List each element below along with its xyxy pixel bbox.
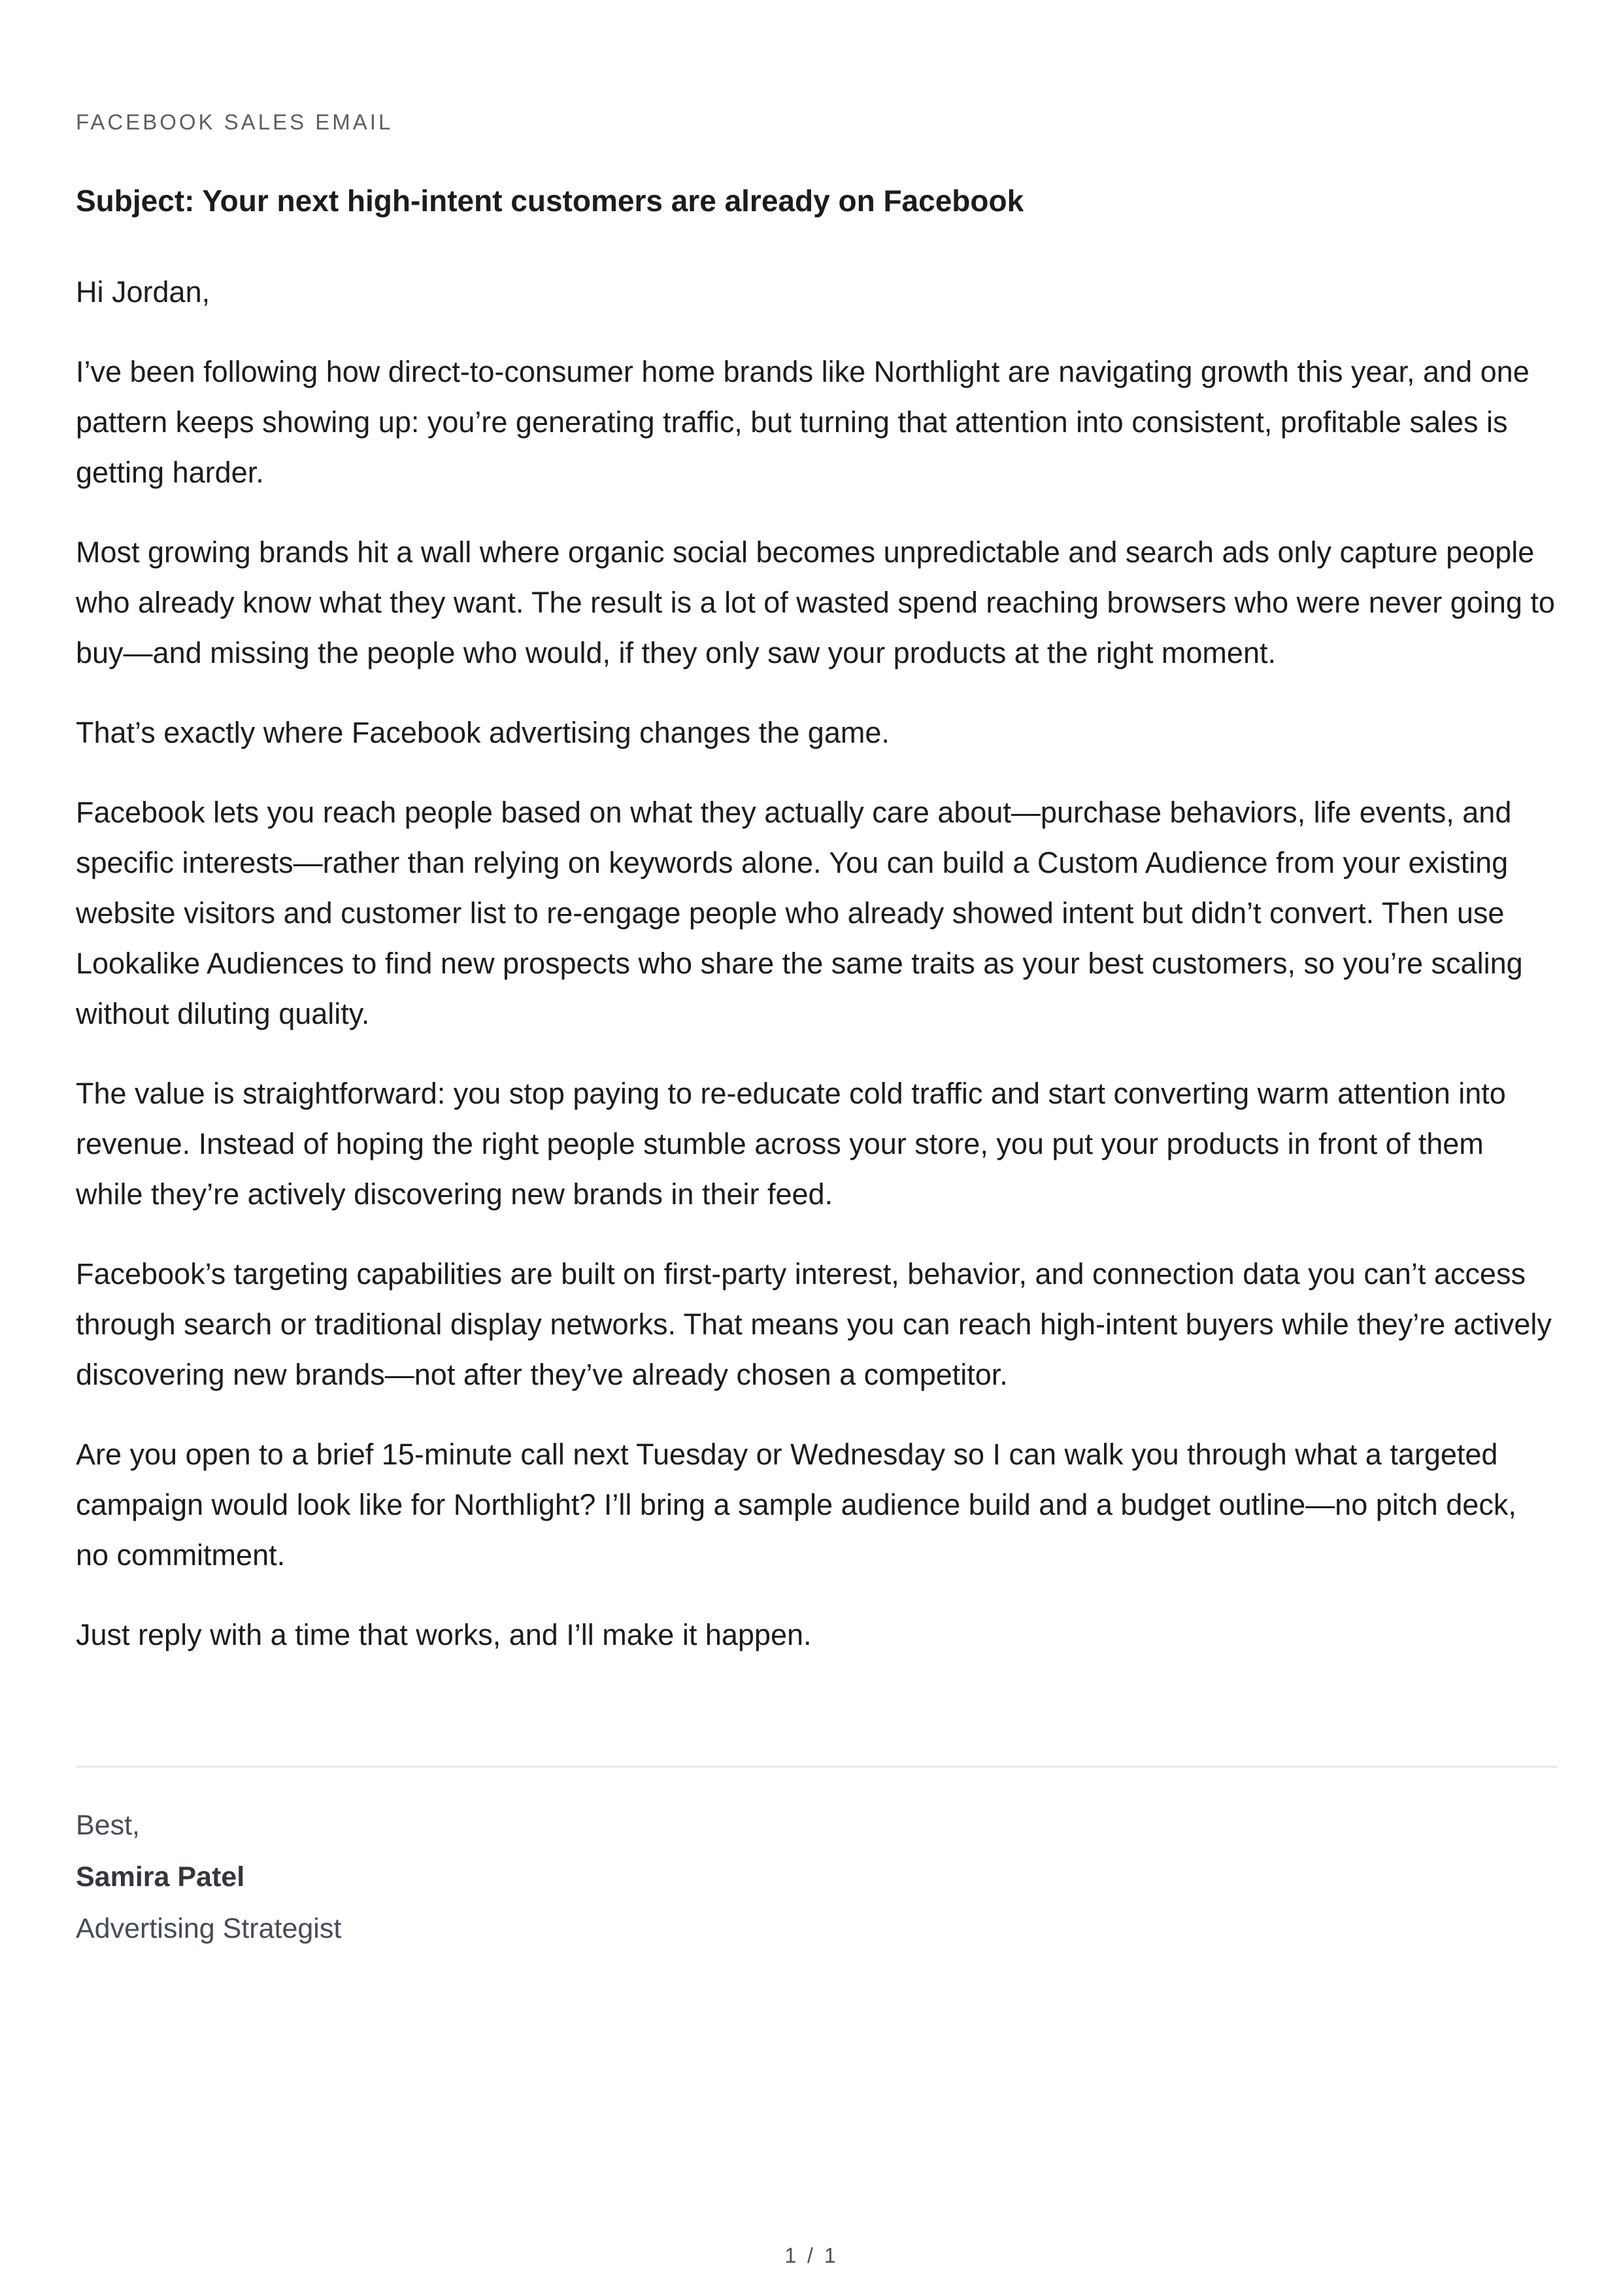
email-body bbox=[76, 267, 1557, 1689]
signature-divider bbox=[76, 1766, 1557, 1768]
signoff-title: Advertising Strategist bbox=[76, 1913, 342, 1944]
paragraph-call-to-action: Are you open to a brief 15-minute call next Tuesday or Wednesday so I can walk you through what a targeted campaign would look like for Northlight? I’ll bring a sample audience build and a budget outline—no pitch deck, no commitment. bbox=[76, 1438, 1516, 1572]
paragraph-problem: Most growing brands hit a wall where organic social becomes unpredictable and search ads only capture people who already know what they want. The result is a lot of wasted spend reaching browsers who were never going to buy—and missing the people who would, if they only saw your products at the right moment. bbox=[76, 535, 1555, 669]
paragraph-capabilities: Facebook’s targeting capabilities are built on first-party interest, behavior, and connection data you can’t access through search or traditional display networks. That means you can reach high-intent buyers while they’re actively discovering new brands—not after they’ve already chosen a competitor. bbox=[76, 1257, 1552, 1391]
paragraph-closing: Just reply with a time that works, and I’ll make it happen. bbox=[76, 1618, 812, 1651]
signoff-closing: Best, bbox=[76, 1810, 140, 1841]
signoff-name: Samira Patel bbox=[76, 1861, 245, 1893]
paragraph-intro: I’ve been following how direct-to-consumer home brands like Northlight are navigating growth this year, and one pattern keeps showing up: you’re generating traffic, but turning that attention into consistent, profitable sales is getting harder. bbox=[76, 355, 1530, 489]
paragraph-value: The value is straightforward: you stop paying to re-educate cold traffic and start converting warm attention into revenue. Instead of hoping the right people stumble across your store, you put your products in front of them while they’re actively discovering new brands in their feed. bbox=[76, 1077, 1506, 1211]
paragraph-transition: That’s exactly where Facebook advertising changes the game. bbox=[76, 716, 890, 749]
paragraph-targeting: Facebook lets you reach people based on what they actually care about—purchase behaviors, life events, and specific interests—rather than relying on keywords alone. You can build a Custom Audience from your existing website visitors and customer list to re-engage people who already showed intent but didn’t convert. Then use Lookalike Audiences to find new prospects who share the same traits as your best customers, so you’re scaling without diluting quality. bbox=[76, 796, 1523, 1030]
signature-block bbox=[76, 1800, 341, 1955]
page-number: 1 / 1 bbox=[784, 2244, 839, 2267]
document-label: FACEBOOK SALES EMAIL bbox=[76, 110, 393, 134]
greeting: Hi Jordan, bbox=[76, 275, 210, 309]
email-subject: Subject: Your next high-intent customers are already on Facebook bbox=[76, 184, 1024, 218]
